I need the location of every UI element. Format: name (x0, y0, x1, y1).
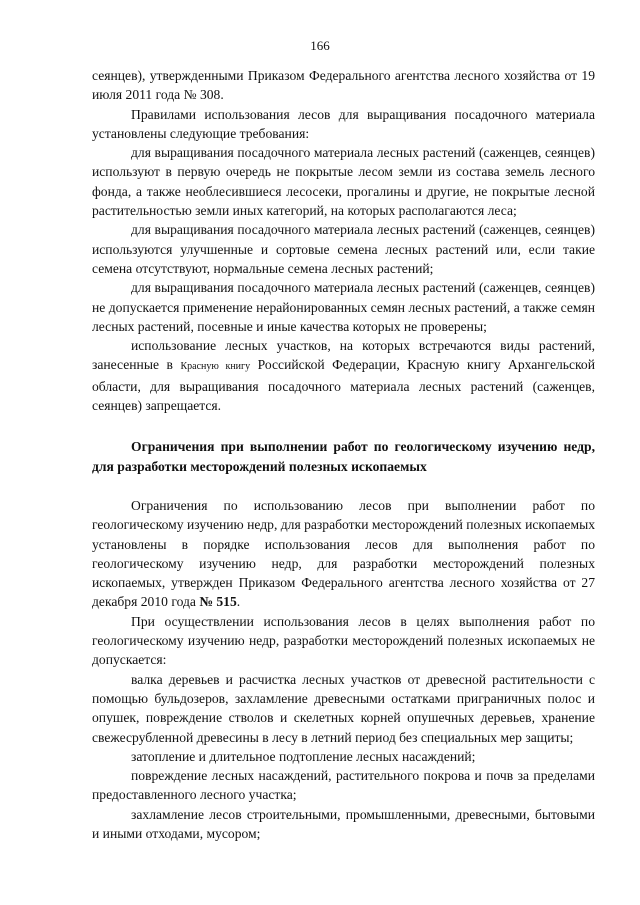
list-item: затопление и длительное подтопление лесных насаждений; (131, 748, 476, 764)
text-run: . (236, 594, 241, 610)
text-run: Ограничения по использованию лесов при выполнении работ по геологическому изучению недр, для разработки месторождений полезных ископаемых установлены в порядке использования лесов для выполнения работ по геологическому изучению недр, для разработки месторождений полезных ископаемых, утвержден Приказом Федерального агентства лесного хозяйства от 27 декабря 2010 года (92, 497, 596, 610)
text-run: использование лесных участков, на которых встречаются виды растений, занесенные в (92, 338, 595, 373)
list-item: для выращивания посадочного материала лесных растений (саженцев, сеянцев) используют в первую очередь не покрытые лесом земли из состава земель лесного фонда, а также необлесившиеся лесосеки, прогалины и другие, не покрытые лесной растительностью земли иных категорий, на которых располагаются леса; (92, 145, 595, 219)
small-text-run: Красную книгу (180, 361, 251, 373)
page-number: 166 (310, 38, 330, 53)
section-heading: Ограничения при выполнении работ по геологическому изучению недр, для разработки месторождений полезных ископаемых (92, 439, 595, 474)
order-number: № 515 (199, 594, 237, 610)
list-item (92, 336, 595, 415)
paragraph (92, 496, 595, 612)
list-item: для выращивания посадочного материала лесных растений (саженцев, сеянцев) используются улучшенные и сортовые семена лесных растений или, если такие семена отсутствуют, нормальные семена лесных растений; (92, 222, 595, 276)
list-item: захламление лесов строительными, промышленными, древесными, бытовыми и иными отходами, мусором; (92, 806, 595, 841)
paragraph: При осуществлении использования лесов в целях выполнения работ по геологическому изучению недр, разработки месторождений полезных ископаемых не допускается: (92, 613, 595, 668)
paragraph: Правилами использования лесов для выращивания посадочного материала установлены следующие требования: (92, 106, 595, 141)
paragraph: сеянцев), утвержденными Приказом Федерального агентства лесного хозяйства от 19 июля 2011 года № 308. (92, 68, 595, 103)
list-item: для выращивания посадочного материала лесных растений (саженцев, сеянцев) не допускается применение нерайонированных семян лесных растений, а также семян лесных растений, посевные и иные качества которых не проверены; (92, 280, 595, 334)
list-item: повреждение лесных насаждений, растительного покрова и почв за пределами предоставленного лесного участка; (92, 768, 595, 803)
text-run: Российской Федерации, Красную книгу Архангельской области, для выращивания посадочного материала лесных растений (саженцев, сеянцев) запрещается. (92, 357, 595, 414)
body-text (92, 66, 595, 843)
list-item: валка деревьев и расчистка лесных участков от древесной растительности с помощью бульдозеров, захламление древесными остатками приграничных полос и опушек, повреждение стволов и скелетных корней опушечных деревьев, хранение свежесрубленной древесины в лесу в летний период без специальных мер защиты; (92, 671, 595, 745)
